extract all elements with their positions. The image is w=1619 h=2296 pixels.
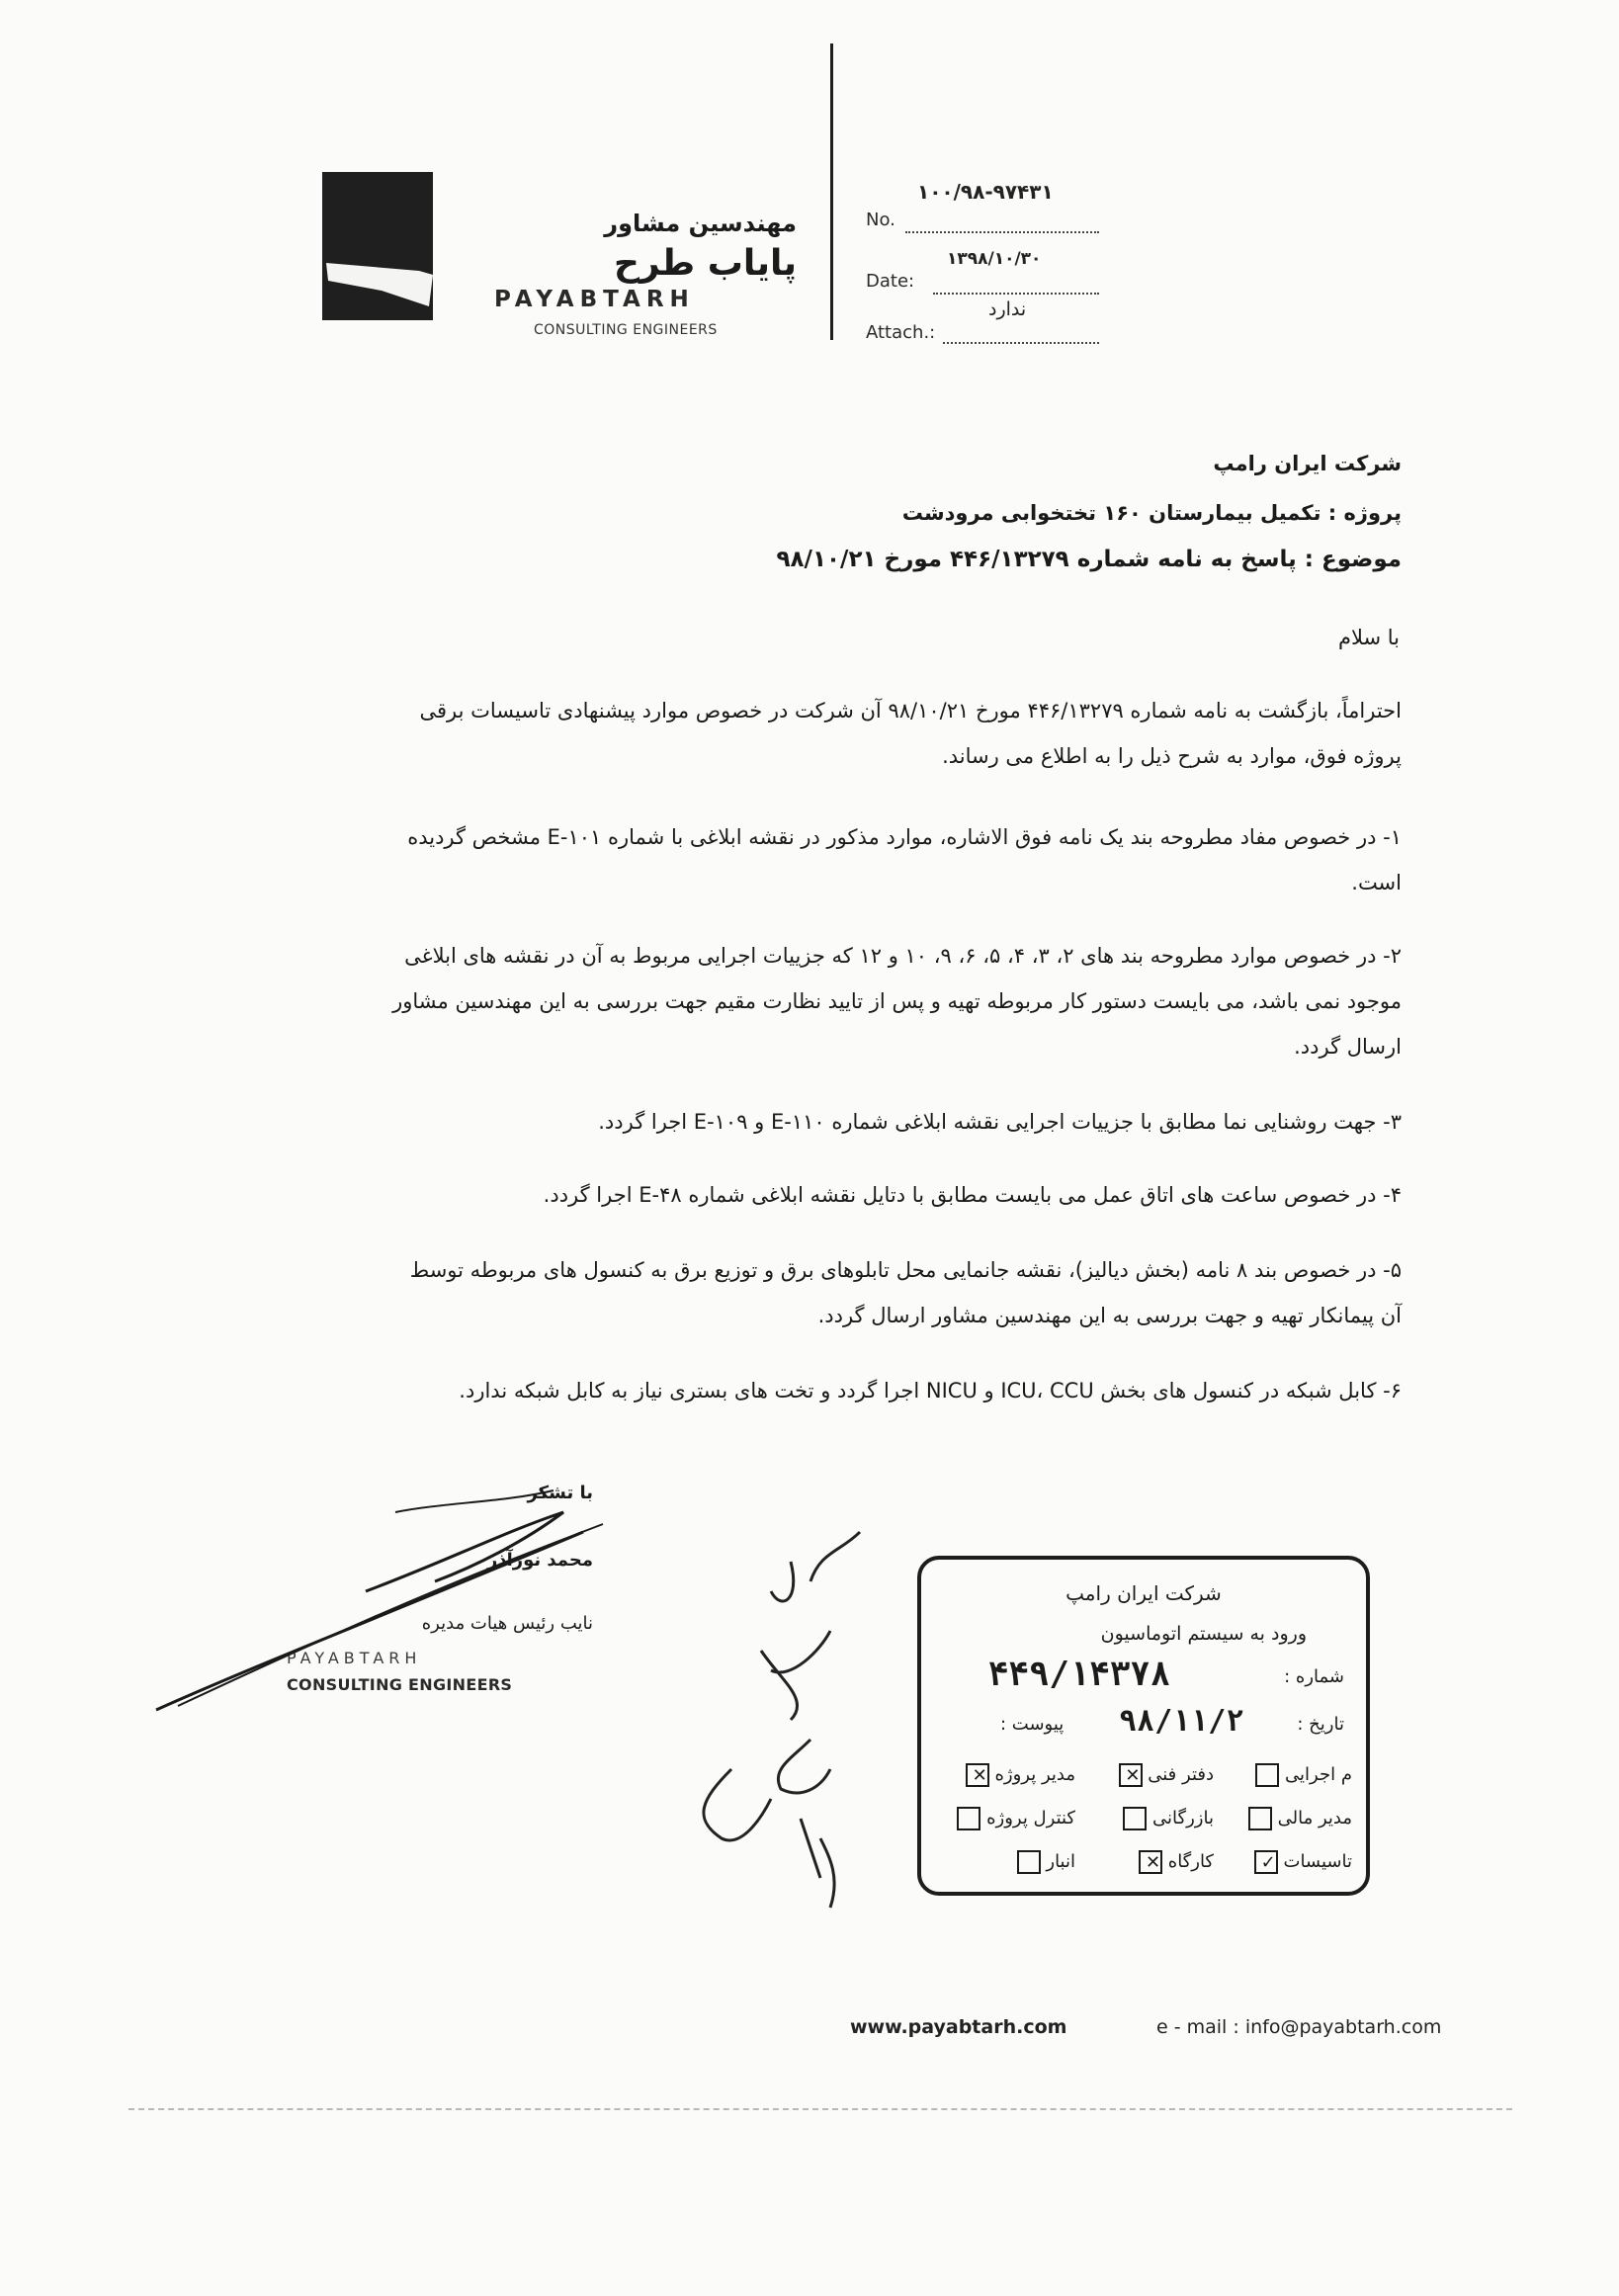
footer-scan-noise bbox=[128, 2108, 1512, 2116]
item-4-line-1: ۴- در خصوص ساعت های اتاق عمل می بایست مطابق با دتایل نقشه ابلاغی شماره E-۴۸ اجرا گردد. bbox=[543, 1183, 1402, 1207]
item-6 bbox=[156, 1368, 1402, 1413]
item-5-line-2: آن پیمانکار تهیه و جهت بررسی به این مهندسین مشاور ارسال گردد. bbox=[817, 1304, 1402, 1327]
letter-date-value: ۱۳۹۸/۱۰/۳۰ bbox=[947, 249, 1042, 269]
item-1 bbox=[156, 814, 1402, 905]
signer-name: محمد نورآذر bbox=[486, 1550, 593, 1571]
subject-line: موضوع : پاسخ به نامه شماره ۴۴۶/۱۳۲۷۹ مورخ ۹۸/۱۰/۲۱ bbox=[776, 547, 1402, 572]
item-3-line-1: ۳- جهت روشنایی نما مطابق با جزییات اجرایی نقشه ابلاغی شماره E-۱۱۰ و E-۱۰۹ اجرا گردد. bbox=[598, 1110, 1402, 1134]
recipient: شرکت ایران رامپ bbox=[1213, 452, 1402, 475]
stamp-title: شرکت ایران رامپ bbox=[1065, 1581, 1222, 1605]
checkbox[interactable]: ✕ bbox=[1119, 1763, 1143, 1787]
checkbox[interactable]: ✓ bbox=[1254, 1850, 1278, 1874]
item-2-line-1: ۲- در خصوص موارد مطروحه بند های ۲، ۳، ۴، ۵، ۶، ۹، ۱۰ و ۱۲ که جزییات اجرایی مربوط به آن در نقشه های ابلاغی bbox=[404, 944, 1402, 968]
checkbox[interactable]: ✕ bbox=[1139, 1850, 1162, 1874]
checkbox[interactable] bbox=[1255, 1763, 1279, 1787]
header-divider bbox=[830, 43, 833, 340]
route-item: کارگاه ✕ bbox=[1075, 1850, 1214, 1874]
checkbox[interactable] bbox=[1017, 1850, 1041, 1874]
intro-line-1: احتراماً، بازگشت به نامه شماره ۴۴۶/۱۳۲۷۹ مورخ ۹۸/۱۰/۲۱ آن شرکت در خصوص موارد پیشنهادی تاسیسات برقی bbox=[419, 699, 1402, 723]
intro-paragraph bbox=[156, 688, 1402, 779]
handwritten-note bbox=[672, 1522, 909, 1937]
route-item: م اجرایی bbox=[1214, 1763, 1352, 1787]
item-5 bbox=[156, 1247, 1402, 1338]
item-4 bbox=[156, 1172, 1402, 1218]
letter-attach-label: Attach.: bbox=[866, 322, 936, 343]
greeting: با سلام bbox=[1337, 626, 1400, 649]
intro-line-2: پروژه فوق، موارد به شرح ذیل را به اطلاع می رساند. bbox=[942, 744, 1402, 768]
signature-firm-en-sub: CONSULTING ENGINEERS bbox=[287, 1675, 513, 1694]
project-line: پروژه : تکمیل بیمارستان ۱۶۰ تختخوابی مرودشت bbox=[901, 501, 1402, 525]
letter-date-label: Date: bbox=[866, 271, 915, 292]
route-item: دفتر فنی ✕ bbox=[1075, 1763, 1214, 1787]
checkbox[interactable] bbox=[1248, 1807, 1272, 1830]
item-5-line-1: ۵- در خصوص بند ۸ نامه (بخش دیالیز)، نقشه جانمایی محل تابلوهای برق و توزیع برق به کنسول های مربوطه توسط bbox=[409, 1258, 1402, 1282]
route-item: کنترل پروژه bbox=[937, 1807, 1075, 1830]
item-6-line-1: ۶- کابل شبکه در کنسول های بخش ICU، CCU و NICU اجرا گردد و تخت های بستری نیاز به کابل شبکه ندارد. bbox=[459, 1379, 1402, 1403]
route-item: مدیر مالی bbox=[1214, 1807, 1352, 1830]
stamp-number-label: شماره : bbox=[1284, 1666, 1344, 1687]
signer-title: نایب رئیس هیات مدیره bbox=[421, 1613, 593, 1634]
stamp-date-label: تاریخ : bbox=[1297, 1714, 1344, 1735]
footer-website[interactable]: www.payabtarh.com bbox=[850, 2016, 1067, 2038]
firm-name-fa-line2: پایاب طرح bbox=[613, 243, 797, 284]
item-1-line-2: است. bbox=[1351, 871, 1402, 894]
stamp-date-value: ۹۸/۱۱/۲ bbox=[1119, 1704, 1244, 1739]
brand-name: PAYABTARH bbox=[494, 287, 695, 312]
checkbox[interactable] bbox=[957, 1807, 980, 1830]
footer-email[interactable]: e - mail : info@payabtarh.com bbox=[1156, 2016, 1442, 2038]
letter-attach-line bbox=[943, 342, 1099, 344]
stamp-subtitle: ورود به سیستم اتوماسیون bbox=[1100, 1623, 1307, 1645]
letter-number-value: ۱۰۰/۹۸-۹۷۴۳۱ bbox=[917, 180, 1054, 204]
item-2-line-3: ارسال گردد. bbox=[1294, 1035, 1402, 1059]
received-stamp bbox=[917, 1556, 1370, 1896]
company-logo bbox=[322, 172, 433, 320]
stamp-number-value: ۴۴۹/۱۴۳۷۸ bbox=[988, 1655, 1171, 1694]
route-item: مدیر پروژه ✕ bbox=[937, 1763, 1075, 1787]
handwritten-signature bbox=[148, 1473, 623, 1730]
checkbox[interactable]: ✕ bbox=[966, 1763, 989, 1787]
checkbox[interactable] bbox=[1123, 1807, 1147, 1830]
stamp-attach-label: پیوست : bbox=[1000, 1714, 1065, 1735]
route-item: تاسیسات ✓ bbox=[1214, 1850, 1352, 1874]
item-3 bbox=[156, 1099, 1402, 1145]
letter-date-line bbox=[933, 293, 1099, 295]
with-thanks: با تشکر bbox=[527, 1483, 593, 1503]
letter-number-line bbox=[905, 231, 1099, 233]
item-2 bbox=[156, 933, 1402, 1069]
firm-name-fa-line1: مهندسین مشاور bbox=[604, 210, 797, 237]
route-item: بازرگانی bbox=[1075, 1807, 1214, 1830]
letter-attach-value: ندارد bbox=[988, 298, 1027, 320]
route-item: انبار bbox=[937, 1850, 1075, 1874]
signature-firm-en: PAYABTARH bbox=[287, 1649, 422, 1667]
brand-subtitle: CONSULTING ENGINEERS bbox=[534, 322, 718, 338]
item-2-line-2: موجود نمی باشد، می بایست دستور کار مربوطه تهیه و پس از تایید نظارت مقیم جهت بررسی به این مهندسین مشاور bbox=[392, 989, 1402, 1013]
letter-number-label: No. bbox=[866, 210, 895, 230]
item-1-line-1: ۱- در خصوص مفاد مطروحه بند یک نامه فوق الاشاره، موارد مذکور در نقشه ابلاغی با شماره E-۱۰۱ مشخص گردیده bbox=[407, 825, 1402, 849]
